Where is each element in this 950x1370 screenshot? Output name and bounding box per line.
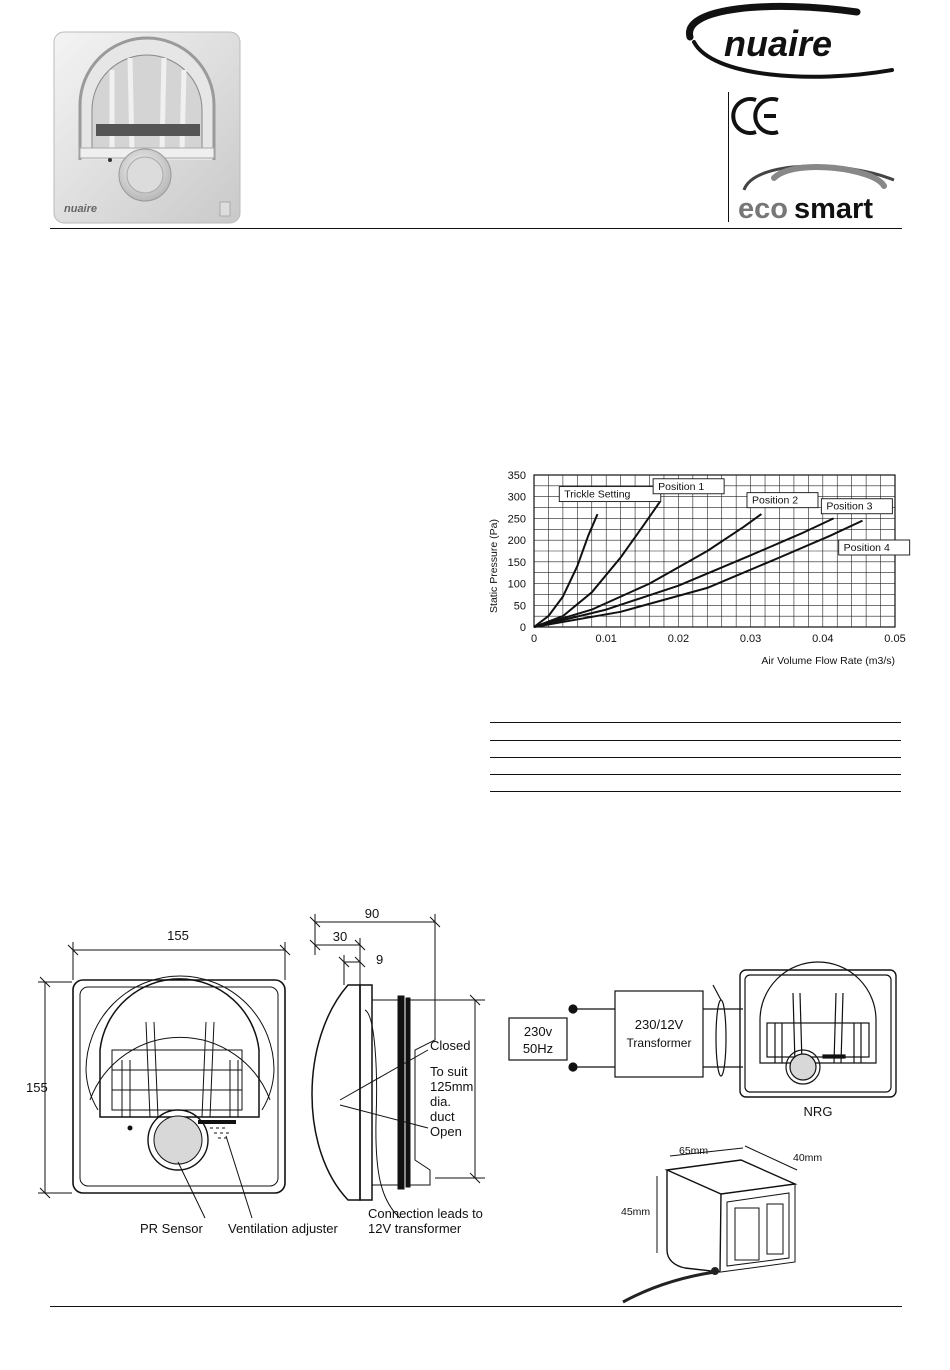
- x-tick-label: 0.04: [812, 633, 834, 645]
- leads-label-1: Connection leads to: [368, 1206, 483, 1221]
- x-tick-label: 0.05: [884, 633, 906, 645]
- series-label-4: [821, 499, 892, 514]
- side-30-label: 30: [332, 929, 348, 944]
- closed-label: Closed: [430, 1038, 471, 1053]
- front-height-label: 155: [26, 1080, 48, 1095]
- x-tick-label: 0: [530, 633, 538, 645]
- x-tick-label: 0.03: [739, 633, 762, 645]
- series-label-5: [839, 540, 910, 555]
- y-tick-label: 200: [507, 535, 526, 548]
- pr-sensor-label: PR Sensor: [140, 1221, 203, 1236]
- duct-label-4: duct: [430, 1109, 455, 1124]
- series-label-text: Position 2: [751, 494, 799, 507]
- x-tick-label: 0.01: [595, 633, 617, 645]
- series-label-1: [559, 487, 661, 502]
- y-tick-label: 300: [507, 491, 526, 504]
- performance-chart-svg: [482, 462, 912, 672]
- y-tick-label: 350: [507, 470, 526, 482]
- y-tick-label: 150: [507, 556, 526, 569]
- side-depth-label: 90: [364, 906, 380, 921]
- y-tick-label: 100: [507, 578, 526, 591]
- performance-chart: [482, 462, 912, 672]
- ce-mark: [734, 94, 784, 138]
- ecosmart-logo: [734, 160, 899, 224]
- y-tick-label: 50: [513, 600, 526, 613]
- logo-divider: [728, 92, 729, 222]
- x-axis-label: Air Volume Flow Rate (m3/s): [761, 655, 895, 667]
- duct-label-1: To suit: [430, 1064, 468, 1079]
- series-line-5: [534, 521, 863, 627]
- product-photo-logo: nuaire: [64, 203, 98, 215]
- open-label: Open: [430, 1124, 462, 1139]
- brand-name: nuaire: [724, 23, 833, 64]
- box-height-label: 45mm: [621, 1206, 651, 1218]
- table-rule-3: [490, 757, 901, 758]
- supply-label-2: 50Hz: [522, 1041, 554, 1056]
- series-label-text: Position 3: [826, 500, 873, 513]
- leads-label-2: 12V transformer: [368, 1221, 462, 1236]
- ecosmart-eco: eco: [738, 193, 788, 225]
- table-rule-1: [490, 722, 901, 723]
- duct-label-3: dia.: [430, 1094, 451, 1109]
- x-tick-label: 0.02: [667, 633, 690, 645]
- series-label-text: Position 4: [843, 542, 890, 554]
- table-rule-2: [490, 740, 901, 741]
- unit-label: NRG: [803, 1104, 833, 1119]
- series-label-text: Trickle Setting: [564, 488, 631, 501]
- front-width-label: 155: [167, 928, 189, 943]
- y-tick-label: 250: [507, 513, 526, 526]
- brand-logo: [682, 2, 904, 88]
- transformer-box: [615, 1140, 845, 1305]
- y-tick-label: 0: [519, 622, 526, 634]
- table-rule-4: [490, 774, 901, 775]
- box-width-label: 65mm: [679, 1145, 709, 1157]
- side-9-label: 9: [376, 952, 384, 967]
- table-rule-5: [490, 791, 901, 792]
- box-depth-label: 40mm: [793, 1152, 823, 1164]
- dimension-drawing: [26, 900, 500, 1250]
- series-label-2: [653, 479, 724, 494]
- footer-rule: [50, 1306, 902, 1307]
- y-axis-label: Static Pressure (Pa): [488, 519, 500, 613]
- ecosmart-smart: smart: [794, 193, 873, 225]
- supply-label-1: 230v: [523, 1024, 553, 1039]
- transformer-label-2: Transformer: [626, 1036, 692, 1050]
- wiring-diagram: [505, 965, 905, 1130]
- series-label-text: Position 1: [658, 480, 705, 493]
- product-photo: [52, 30, 242, 225]
- duct-label-2: 125mm: [430, 1079, 474, 1094]
- vent-adjuster-label: Ventilation adjuster: [228, 1221, 338, 1236]
- transformer-label-1: 230/12V: [634, 1017, 684, 1032]
- header-rule: [50, 228, 902, 229]
- series-label-3: [747, 493, 818, 508]
- series-line-3: [534, 514, 761, 627]
